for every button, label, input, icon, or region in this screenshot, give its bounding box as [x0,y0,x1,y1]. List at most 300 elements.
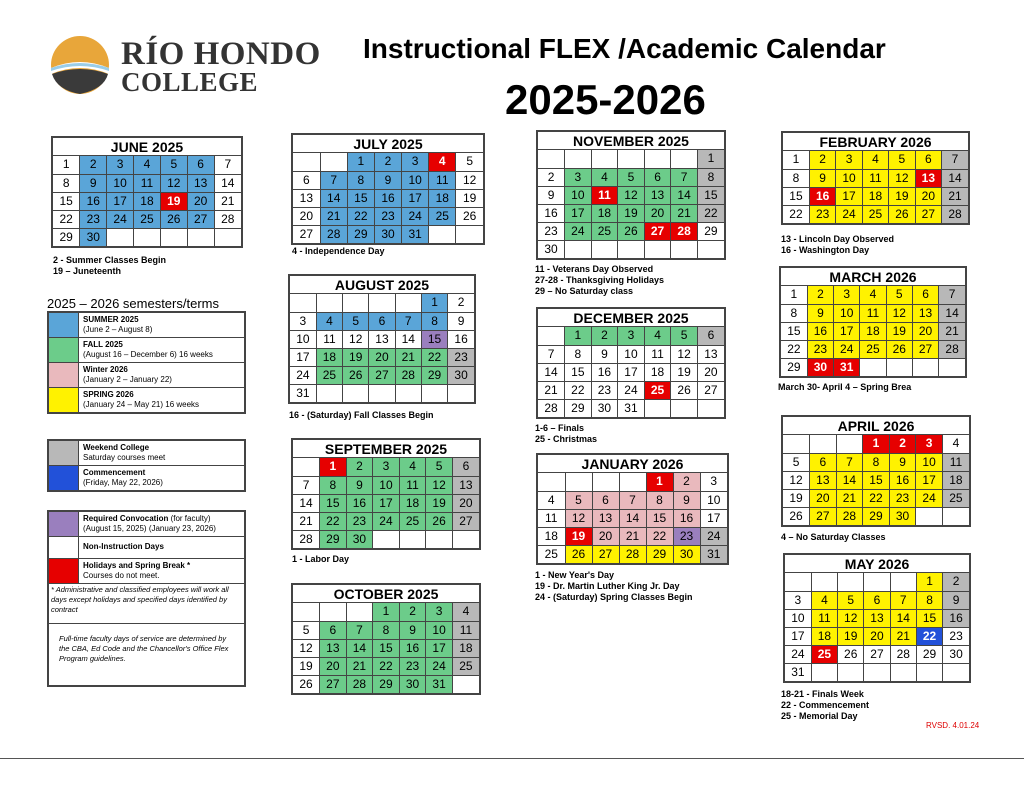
legend-noninstruction [49,537,244,559]
day-cell: 2 [943,573,969,591]
empty-cell [293,603,320,621]
day-cell: 16 [889,471,916,489]
week-row [783,169,968,187]
weekend-swatch [49,441,79,465]
day-cell: 30 [673,545,700,563]
day-cell: 9 [807,304,833,322]
day-cell: 21 [942,187,968,205]
day-cell: 6 [644,168,671,186]
day-cell: 14 [942,169,968,187]
day-cell: 10 [565,186,592,204]
day-cell: 19 [671,363,698,381]
day-cell: 25 [316,366,342,384]
day-cell: 15 [347,189,374,207]
day-cell: 17 [700,509,727,527]
month-title: NOVEMBER 2025 [538,132,724,150]
day-cell: 27 [864,645,890,663]
day-cell: 30 [591,399,618,417]
week-row [538,363,724,381]
day-cell: 13 [320,639,347,657]
empty-cell [452,530,479,548]
day-cell: 11 [429,171,456,189]
day-cell: 7 [671,168,698,186]
week-row [538,527,727,545]
day-cell: 25 [811,645,837,663]
day-cell: 1 [697,150,724,168]
empty-cell [618,150,645,168]
day-cell: 8 [53,174,80,192]
day-cell: 21 [671,204,698,222]
convocation-desc: (August 15, 2025) (January 23, 2026) [83,524,216,533]
day-cell: 20 [864,627,890,645]
day-cell: 11 [644,345,671,363]
legend-fall [49,338,244,363]
day-cell: 8 [421,312,447,330]
legend-summer [49,313,244,338]
empty-cell [448,384,474,402]
empty-cell [343,384,369,402]
day-cell: 1 [565,327,592,345]
month-september [291,438,481,550]
day-cell: 4 [429,153,456,171]
note-line: 4 - Independence Day [292,246,385,256]
note-line: 1-6 – Finals [535,423,585,433]
day-cell: 8 [697,168,724,186]
note-line: 29 – No Saturday class [535,286,634,296]
month-title: JULY 2025 [293,135,483,153]
empty-cell [811,573,837,591]
day-cell: 21 [836,489,863,507]
day-cell: 27 [293,225,320,243]
day-cell: 28 [619,545,646,563]
day-cell: 6 [320,621,347,639]
day-cell: 27 [697,381,724,399]
day-cell: 13 [592,509,619,527]
day-cell: 17 [565,204,592,222]
month-title: SEPTEMBER 2025 [293,440,479,458]
day-cell: 21 [293,512,320,530]
day-cell: 3 [618,327,645,345]
empty-cell [838,663,864,681]
day-cell: 29 [53,228,80,246]
day-cell: 21 [538,381,565,399]
empty-cell [864,573,890,591]
day-cell: 11 [399,476,426,494]
week-row [53,228,241,246]
day-cell: 25 [862,205,888,223]
empty-cell [860,358,886,376]
day-cell: 5 [838,591,864,609]
week-row [538,186,724,204]
day-cell: 27 [187,210,214,228]
day-cell: 5 [426,458,453,476]
notes-may [781,689,869,722]
day-cell: 23 [346,512,373,530]
day-cell: 13 [187,174,214,192]
day-cell: 13 [810,471,837,489]
empty-cell [811,663,837,681]
empty-cell [697,399,724,417]
day-cell: 14 [671,186,698,204]
note-line: 4 – No Saturday Classes [781,532,886,542]
day-cell: 18 [538,527,565,545]
day-cell: 19 [426,494,453,512]
week-row [293,171,483,189]
day-cell: 10 [290,330,316,348]
day-cell: 31 [785,663,811,681]
month-grid [538,327,724,417]
day-cell: 12 [565,509,592,527]
day-cell: 16 [374,189,401,207]
month-grid [293,458,479,548]
day-cell: 19 [456,189,483,207]
month-title: JUNE 2025 [53,138,241,156]
day-cell: 29 [697,222,724,240]
week-row [293,225,483,243]
note-line: 25 - Christmas [535,434,598,444]
day-cell: 22 [421,348,447,366]
day-cell: 24 [107,210,134,228]
day-cell: 20 [592,527,619,545]
day-cell: 4 [942,435,969,453]
day-cell: 18 [399,494,426,512]
day-cell: 15 [783,187,809,205]
day-cell: 16 [346,494,373,512]
notes-june [53,255,166,277]
empty-cell [618,240,645,258]
day-cell: 12 [886,304,912,322]
spring-swatch [49,388,79,412]
day-cell: 16 [80,192,107,210]
day-cell: 26 [426,512,453,530]
day-cell: 18 [860,322,886,340]
day-cell: 30 [448,366,474,384]
page-title: Instructional FLEX /Academic Calendar [363,33,886,64]
day-cell: 23 [673,527,700,545]
day-cell: 26 [618,222,645,240]
week-row [781,340,965,358]
week-row [290,366,474,384]
day-cell: 19 [889,187,915,205]
day-cell: 22 [783,205,809,223]
month-june [51,136,243,248]
day-cell: 11 [862,169,888,187]
week-row [538,399,724,417]
day-cell: 15 [565,363,592,381]
notes-september [292,554,349,565]
day-cell: 12 [456,171,483,189]
day-cell: 9 [591,345,618,363]
day-cell: 13 [915,169,941,187]
day-cell: 4 [538,491,565,509]
day-cell: 24 [836,205,862,223]
week-row [293,207,483,225]
day-cell: 15 [421,330,447,348]
day-cell: 6 [912,286,938,304]
day-cell: 2 [374,153,401,171]
day-cell: 13 [864,609,890,627]
day-cell: 16 [943,609,969,627]
day-cell: 1 [320,458,347,476]
day-cell: 7 [890,591,916,609]
day-cell: 20 [810,489,837,507]
day-cell: 29 [347,225,374,243]
day-cell: 15 [320,494,347,512]
day-cell: 22 [320,512,347,530]
day-cell: 28 [942,205,968,223]
empty-cell [429,225,456,243]
day-cell: 24 [618,381,645,399]
day-cell: 12 [618,186,645,204]
day-cell: 13 [644,186,671,204]
week-row [781,322,965,340]
empty-cell [373,530,400,548]
legend-weekend [49,441,244,466]
day-cell: 16 [809,187,835,205]
empty-cell [290,294,316,312]
day-cell: 11 [452,621,479,639]
day-cell: 10 [426,621,453,639]
empty-cell [836,435,863,453]
day-cell: 2 [538,168,565,186]
day-cell: 22 [373,657,400,675]
day-cell: 1 [373,603,400,621]
day-cell: 24 [916,489,943,507]
week-row [783,507,969,525]
week-row [290,384,474,402]
day-cell: 14 [214,174,241,192]
semesters-heading: 2025 – 2026 semesters/terms [47,296,219,311]
week-row [293,657,479,675]
day-cell: 15 [53,192,80,210]
empty-cell [426,530,453,548]
day-cell: 9 [538,186,565,204]
day-cell: 24 [402,207,429,225]
week-row [538,240,724,258]
day-cell: 27 [592,545,619,563]
day-cell: 5 [618,168,645,186]
empty-cell [810,435,837,453]
month-title: MARCH 2026 [781,268,965,286]
month-may [783,553,971,683]
day-cell: 12 [343,330,369,348]
day-cell: 4 [452,603,479,621]
day-cell: 7 [293,476,320,494]
staff-footnote: * Administrative and classified employees will work all days except holidays and specified days identified by contract [51,585,229,614]
notes-april [781,532,886,543]
day-cell: 22 [863,489,890,507]
empty-cell [644,240,671,258]
day-cell: 15 [646,509,673,527]
day-cell: 25 [942,489,969,507]
days-legend [47,510,246,687]
note-line: 19 - Dr. Martin Luther King Jr. Day [535,581,680,591]
empty-cell [187,228,214,246]
day-cell: 29 [421,366,447,384]
day-cell: 17 [107,192,134,210]
month-december [536,307,726,419]
empty-cell [671,150,698,168]
day-cell: 3 [373,458,400,476]
empty-cell [864,663,890,681]
month-title: MAY 2026 [785,555,969,573]
day-cell: 28 [671,222,698,240]
week-row [53,210,241,228]
day-cell: 5 [671,327,698,345]
day-cell: 31 [290,384,316,402]
day-cell: 18 [316,348,342,366]
empty-cell [395,294,421,312]
day-cell: 1 [863,435,890,453]
day-cell: 20 [644,204,671,222]
empty-cell [320,153,347,171]
day-cell: 13 [452,476,479,494]
empty-cell [939,358,965,376]
day-cell: 26 [783,507,810,525]
month-title: AUGUST 2025 [290,276,474,294]
day-cell: 19 [343,348,369,366]
day-cell: 29 [916,645,942,663]
week-row [781,304,965,322]
day-cell: 24 [565,222,592,240]
page-year: 2025-2026 [505,76,706,123]
note-line: 1 - New Year's Day [535,570,615,580]
day-cell: 20 [697,363,724,381]
week-row [785,645,969,663]
day-cell: 27 [912,340,938,358]
empty-cell [346,603,373,621]
day-cell: 15 [863,471,890,489]
day-cell: 28 [836,507,863,525]
day-cell: 1 [916,573,942,591]
day-cell: 1 [783,151,809,169]
day-cell: 23 [809,205,835,223]
day-cell: 15 [916,609,942,627]
day-cell: 6 [293,171,320,189]
day-cell: 24 [426,657,453,675]
day-cell: 25 [399,512,426,530]
day-cell: 2 [448,294,474,312]
note-line: 27-28 - Thanksgiving Holidays [535,275,665,285]
empty-cell [456,225,483,243]
day-cell: 22 [347,207,374,225]
commencement-desc: (Friday, May 22, 2026) [83,478,163,487]
holidays-swatch [49,559,79,583]
day-cell: 3 [836,151,862,169]
day-cell: 18 [452,639,479,657]
empty-cell [942,507,969,525]
legend-winter [49,363,244,388]
week-row [783,151,968,169]
day-cell: 17 [618,363,645,381]
day-cell: 26 [293,675,320,693]
week-row [53,192,241,210]
day-cell: 1 [53,156,80,174]
empty-cell [592,473,619,491]
day-cell: 12 [426,476,453,494]
empty-cell [160,228,187,246]
day-cell: 1 [646,473,673,491]
spring-name: SPRING 2026 [83,390,134,399]
day-cell: 7 [836,453,863,471]
day-cell: 27 [810,507,837,525]
day-cell: 16 [807,322,833,340]
day-cell: 30 [538,240,565,258]
day-cell: 28 [293,530,320,548]
empty-cell [320,603,347,621]
day-cell: 6 [592,491,619,509]
day-cell: 28 [346,675,373,693]
day-cell: 17 [402,189,429,207]
day-cell: 11 [538,509,565,527]
week-row [293,189,483,207]
day-cell: 27 [915,205,941,223]
day-cell: 17 [785,627,811,645]
empty-cell [912,358,938,376]
empty-cell [316,384,342,402]
day-cell: 10 [834,304,860,322]
legend-spring [49,388,244,412]
day-cell: 2 [80,156,107,174]
empty-cell [916,507,943,525]
day-cell: 14 [939,304,965,322]
day-cell: 18 [811,627,837,645]
day-cell: 21 [939,322,965,340]
notes-november [535,264,664,297]
empty-cell [916,663,942,681]
empty-cell [395,384,421,402]
day-cell: 4 [862,151,888,169]
week-row [538,545,727,563]
day-cell: 18 [942,471,969,489]
day-cell: 31 [402,225,429,243]
day-cell: 6 [864,591,890,609]
day-cell: 10 [402,171,429,189]
notes-january [535,570,693,603]
day-cell: 16 [399,639,426,657]
month-july [291,133,485,245]
legend-faculty [49,624,244,674]
day-cell: 26 [889,205,915,223]
day-cell: 24 [834,340,860,358]
month-august [288,274,476,404]
day-cell: 26 [343,366,369,384]
day-cell: 5 [889,151,915,169]
week-row [293,476,479,494]
day-cell: 8 [373,621,400,639]
empty-cell [890,663,916,681]
empty-cell [619,473,646,491]
day-cell: 28 [538,399,565,417]
day-cell: 23 [591,381,618,399]
empty-cell [293,458,320,476]
day-cell: 22 [565,381,592,399]
day-cell: 7 [346,621,373,639]
summer-dates: (June 2 – August 8) [83,325,153,334]
day-cell: 23 [374,207,401,225]
day-cell: 19 [293,657,320,675]
winter-dates: (January 2 – January 22) [83,375,172,384]
day-cell: 24 [373,512,400,530]
day-cell: 14 [538,363,565,381]
note-line: 2 - Summer Classes Begin [53,255,167,265]
winter-name: Winter 2026 [83,365,128,374]
day-cell: 1 [421,294,447,312]
day-cell: 2 [807,286,833,304]
week-row [538,222,724,240]
empty-cell [369,294,395,312]
day-cell: 18 [644,363,671,381]
